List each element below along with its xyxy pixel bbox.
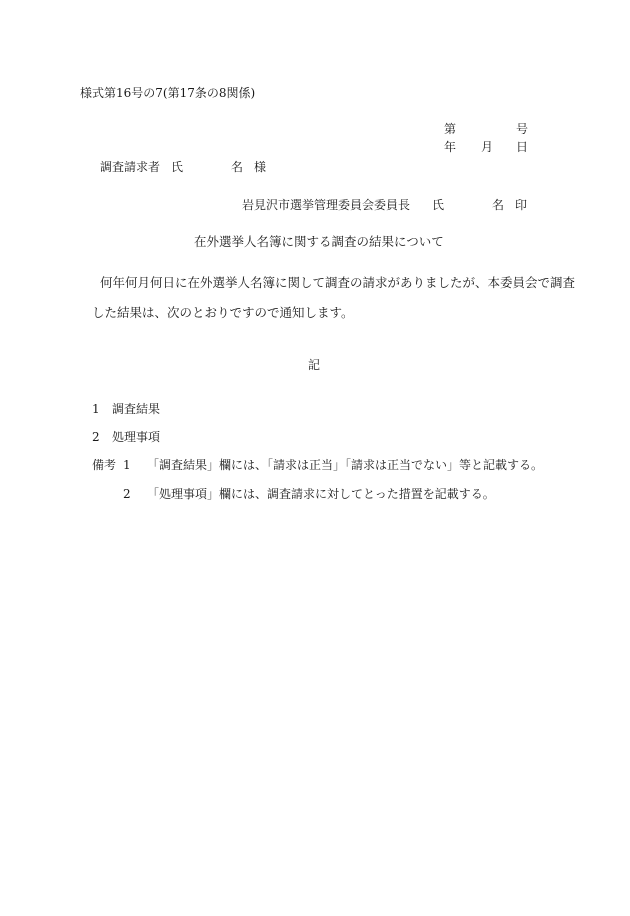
sender-shi: 氏	[432, 198, 445, 212]
document-number-suffix: 号	[516, 122, 529, 136]
item-1-number: 1	[92, 402, 100, 416]
form-number: 様式第16号の7(第17条の8関係)	[80, 86, 256, 100]
item-2	[92, 430, 160, 444]
item-1-text: 調査結果	[112, 402, 161, 416]
note-1-number: 1	[123, 458, 131, 472]
document-title: 在外選挙人名簿に関する調査の結果について	[194, 234, 444, 249]
note-2	[123, 487, 495, 501]
sender-seal: 印	[515, 198, 528, 212]
date-day-label: 日	[516, 140, 529, 154]
recipient-mei: 名	[231, 160, 244, 174]
date-year-label: 年	[444, 140, 457, 154]
recipient-shi: 氏	[171, 160, 184, 174]
notes-label: 備考	[92, 458, 117, 472]
note-1-text: 「調査結果」欄には、「請求は正当」「請求は正当でない」等と記載する。	[147, 458, 544, 472]
body-line-1: 何年何月何日に在外選挙人名簿に関して調査の請求がありましたが、本委員会で調査	[100, 275, 576, 290]
recipient-label: 調査請求者	[100, 160, 161, 174]
document-number-prefix: 第	[444, 122, 457, 136]
sender-mei: 名	[492, 198, 505, 212]
ki-marker: 記	[308, 358, 321, 372]
item-2-number: 2	[92, 430, 100, 444]
date-month-label: 月	[481, 140, 494, 154]
body-line-2: した結果は、次のとおりですので通知します。	[92, 305, 354, 320]
note-2-number: 2	[123, 487, 131, 501]
sender-title: 岩見沢市選挙管理委員会委員長	[242, 198, 411, 212]
recipient-sama: 様	[254, 160, 267, 174]
item-1	[92, 402, 160, 416]
item-2-text: 処理事項	[112, 430, 161, 444]
note-1	[92, 458, 543, 472]
note-2-text: 「処理事項」欄には、調査請求に対してとった措置を記載する。	[147, 487, 495, 501]
